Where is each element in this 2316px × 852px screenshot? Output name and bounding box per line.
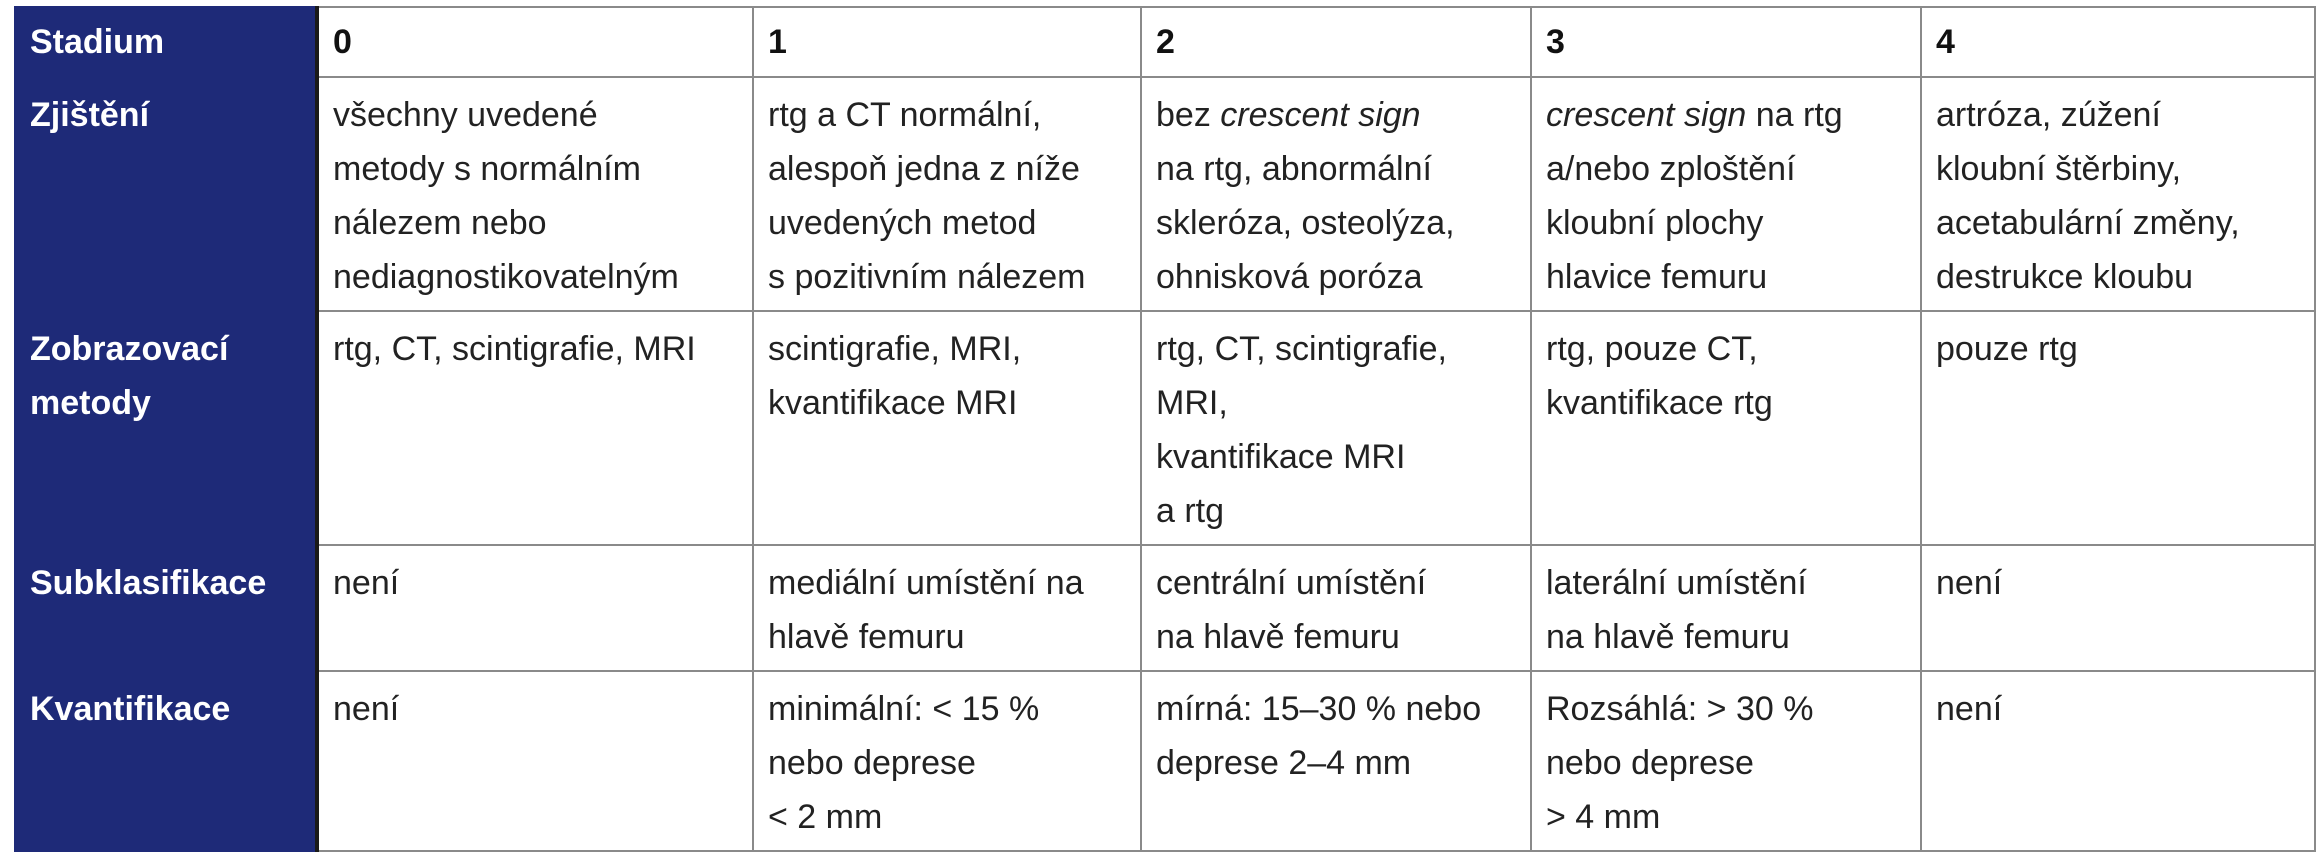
subclass-stage-2 <box>1141 545 1531 671</box>
cell-line: na hlavě femuru <box>1546 618 1790 656</box>
stage-3-header: 3 <box>1531 7 1921 77</box>
stage-0-header: 0 <box>317 7 753 77</box>
stage-4-header: 4 <box>1921 7 2315 77</box>
cell-line: mírná: 15–30 % nebo <box>1156 690 1482 728</box>
cell-line: nebo deprese <box>768 744 976 782</box>
cell-line: na rtg, abnormální <box>1156 150 1432 188</box>
imaging-stage-3 <box>1531 311 1921 545</box>
imaging-stage-2 <box>1141 311 1531 545</box>
cell-line: centrální umístění <box>1156 564 1427 602</box>
imaging-stage-1 <box>753 311 1141 545</box>
header-label: Stadium <box>15 7 317 77</box>
cell-line: alespoň jedna z níže <box>768 150 1080 188</box>
stage-1-header: 1 <box>753 7 1141 77</box>
cell-line: není <box>333 564 400 602</box>
cell-line: všechny uvedené <box>333 96 598 134</box>
findings-stage-3 <box>1531 77 1921 311</box>
cell-line: skleróza, osteolýza, <box>1156 204 1455 242</box>
subclass-stage-1 <box>753 545 1141 671</box>
subclass-stage-3 <box>1531 545 1921 671</box>
findings-stage-0 <box>317 77 753 311</box>
subclass-stage-4 <box>1921 545 2315 671</box>
quant-stage-0 <box>317 671 753 851</box>
cell-line: ohnisková poróza <box>1156 258 1423 296</box>
cell-line: kloubní štěrbiny, <box>1936 150 2182 188</box>
cell-line: kvantifikace MRI <box>768 384 1018 422</box>
cell-line: < 2 mm <box>768 798 883 836</box>
crescent-sign-term: crescent sign <box>1546 96 1747 134</box>
quant-stage-2 <box>1141 671 1531 851</box>
quantification-row <box>15 671 2315 851</box>
cell-line: metody s normálním <box>333 150 641 188</box>
subclassification-row <box>15 545 2315 671</box>
cell-line: nebo deprese <box>1546 744 1754 782</box>
row-label-findings: Zjištění <box>15 77 317 311</box>
cell-line: pouze rtg <box>1936 330 2078 368</box>
row-label-line: Zobrazovací <box>30 330 229 368</box>
row-label-imaging-methods <box>15 311 317 545</box>
cell-line: není <box>1936 564 2003 602</box>
cell-line: není <box>1936 690 2003 728</box>
imaging-methods-row <box>15 311 2315 545</box>
cell-line: Rozsáhlá: > 30 % <box>1546 690 1814 728</box>
cell-line: acetabulární změny, <box>1936 204 2240 242</box>
cell-line <box>1546 88 1906 142</box>
findings-stage-4 <box>1921 77 2315 311</box>
cell-line: rtg a CT normální, <box>768 96 1042 134</box>
findings-stage-1 <box>753 77 1141 311</box>
classification-table <box>14 6 2316 852</box>
cell-line: na hlavě femuru <box>1156 618 1400 656</box>
row-label-line: metody <box>30 384 151 422</box>
cell-line: mediální umístění na <box>768 564 1084 602</box>
cell-line: scintigrafie, MRI, <box>768 330 1022 368</box>
cell-line: není <box>333 690 400 728</box>
findings-stage-2 <box>1141 77 1531 311</box>
crescent-sign-term: crescent sign <box>1220 96 1421 134</box>
cell-line: rtg, pouze CT, <box>1546 330 1758 368</box>
cell-line: minimální: < 15 % <box>768 690 1040 728</box>
cell-line: uvedených metod <box>768 204 1037 242</box>
quant-stage-4 <box>1921 671 2315 851</box>
cell-text: bez <box>1156 96 1221 134</box>
cell-line: destrukce kloubu <box>1936 258 2194 296</box>
cell-text: na rtg <box>1746 96 1843 134</box>
cell-line: nediagnostikovatelným <box>333 258 679 296</box>
row-label-quantification: Kvantifikace <box>15 671 317 851</box>
stage-2-header: 2 <box>1141 7 1531 77</box>
cell-line: kloubní plochy <box>1546 204 1764 242</box>
imaging-stage-0 <box>317 311 753 545</box>
imaging-stage-4 <box>1921 311 2315 545</box>
cell-line: kvantifikace rtg <box>1546 384 1773 422</box>
cell-line: kvantifikace MRI <box>1156 438 1406 476</box>
header-row <box>15 7 2315 77</box>
findings-row <box>15 77 2315 311</box>
cell-line: s pozitivním nálezem <box>768 258 1086 296</box>
cell-line: nálezem nebo <box>333 204 547 242</box>
cell-line: MRI, <box>1156 384 1228 422</box>
quant-stage-1 <box>753 671 1141 851</box>
cell-line: rtg, CT, scintigrafie, MRI <box>333 330 696 368</box>
cell-line: artróza, zúžení <box>1936 96 2161 134</box>
subclass-stage-0 <box>317 545 753 671</box>
row-label-subclassification: Subklasifikace <box>15 545 317 671</box>
cell-line: a rtg <box>1156 492 1225 530</box>
cell-line: laterální umístění <box>1546 564 1807 602</box>
cell-line: hlavě femuru <box>768 618 965 656</box>
cell-line: > 4 mm <box>1546 798 1661 836</box>
cell-line: hlavice femuru <box>1546 258 1768 296</box>
cell-line <box>1156 88 1516 142</box>
cell-line: a/nebo zploštění <box>1546 150 1796 188</box>
cell-line: rtg, CT, scintigrafie, <box>1156 330 1447 368</box>
cell-line: deprese 2–4 mm <box>1156 744 1412 782</box>
quant-stage-3 <box>1531 671 1921 851</box>
